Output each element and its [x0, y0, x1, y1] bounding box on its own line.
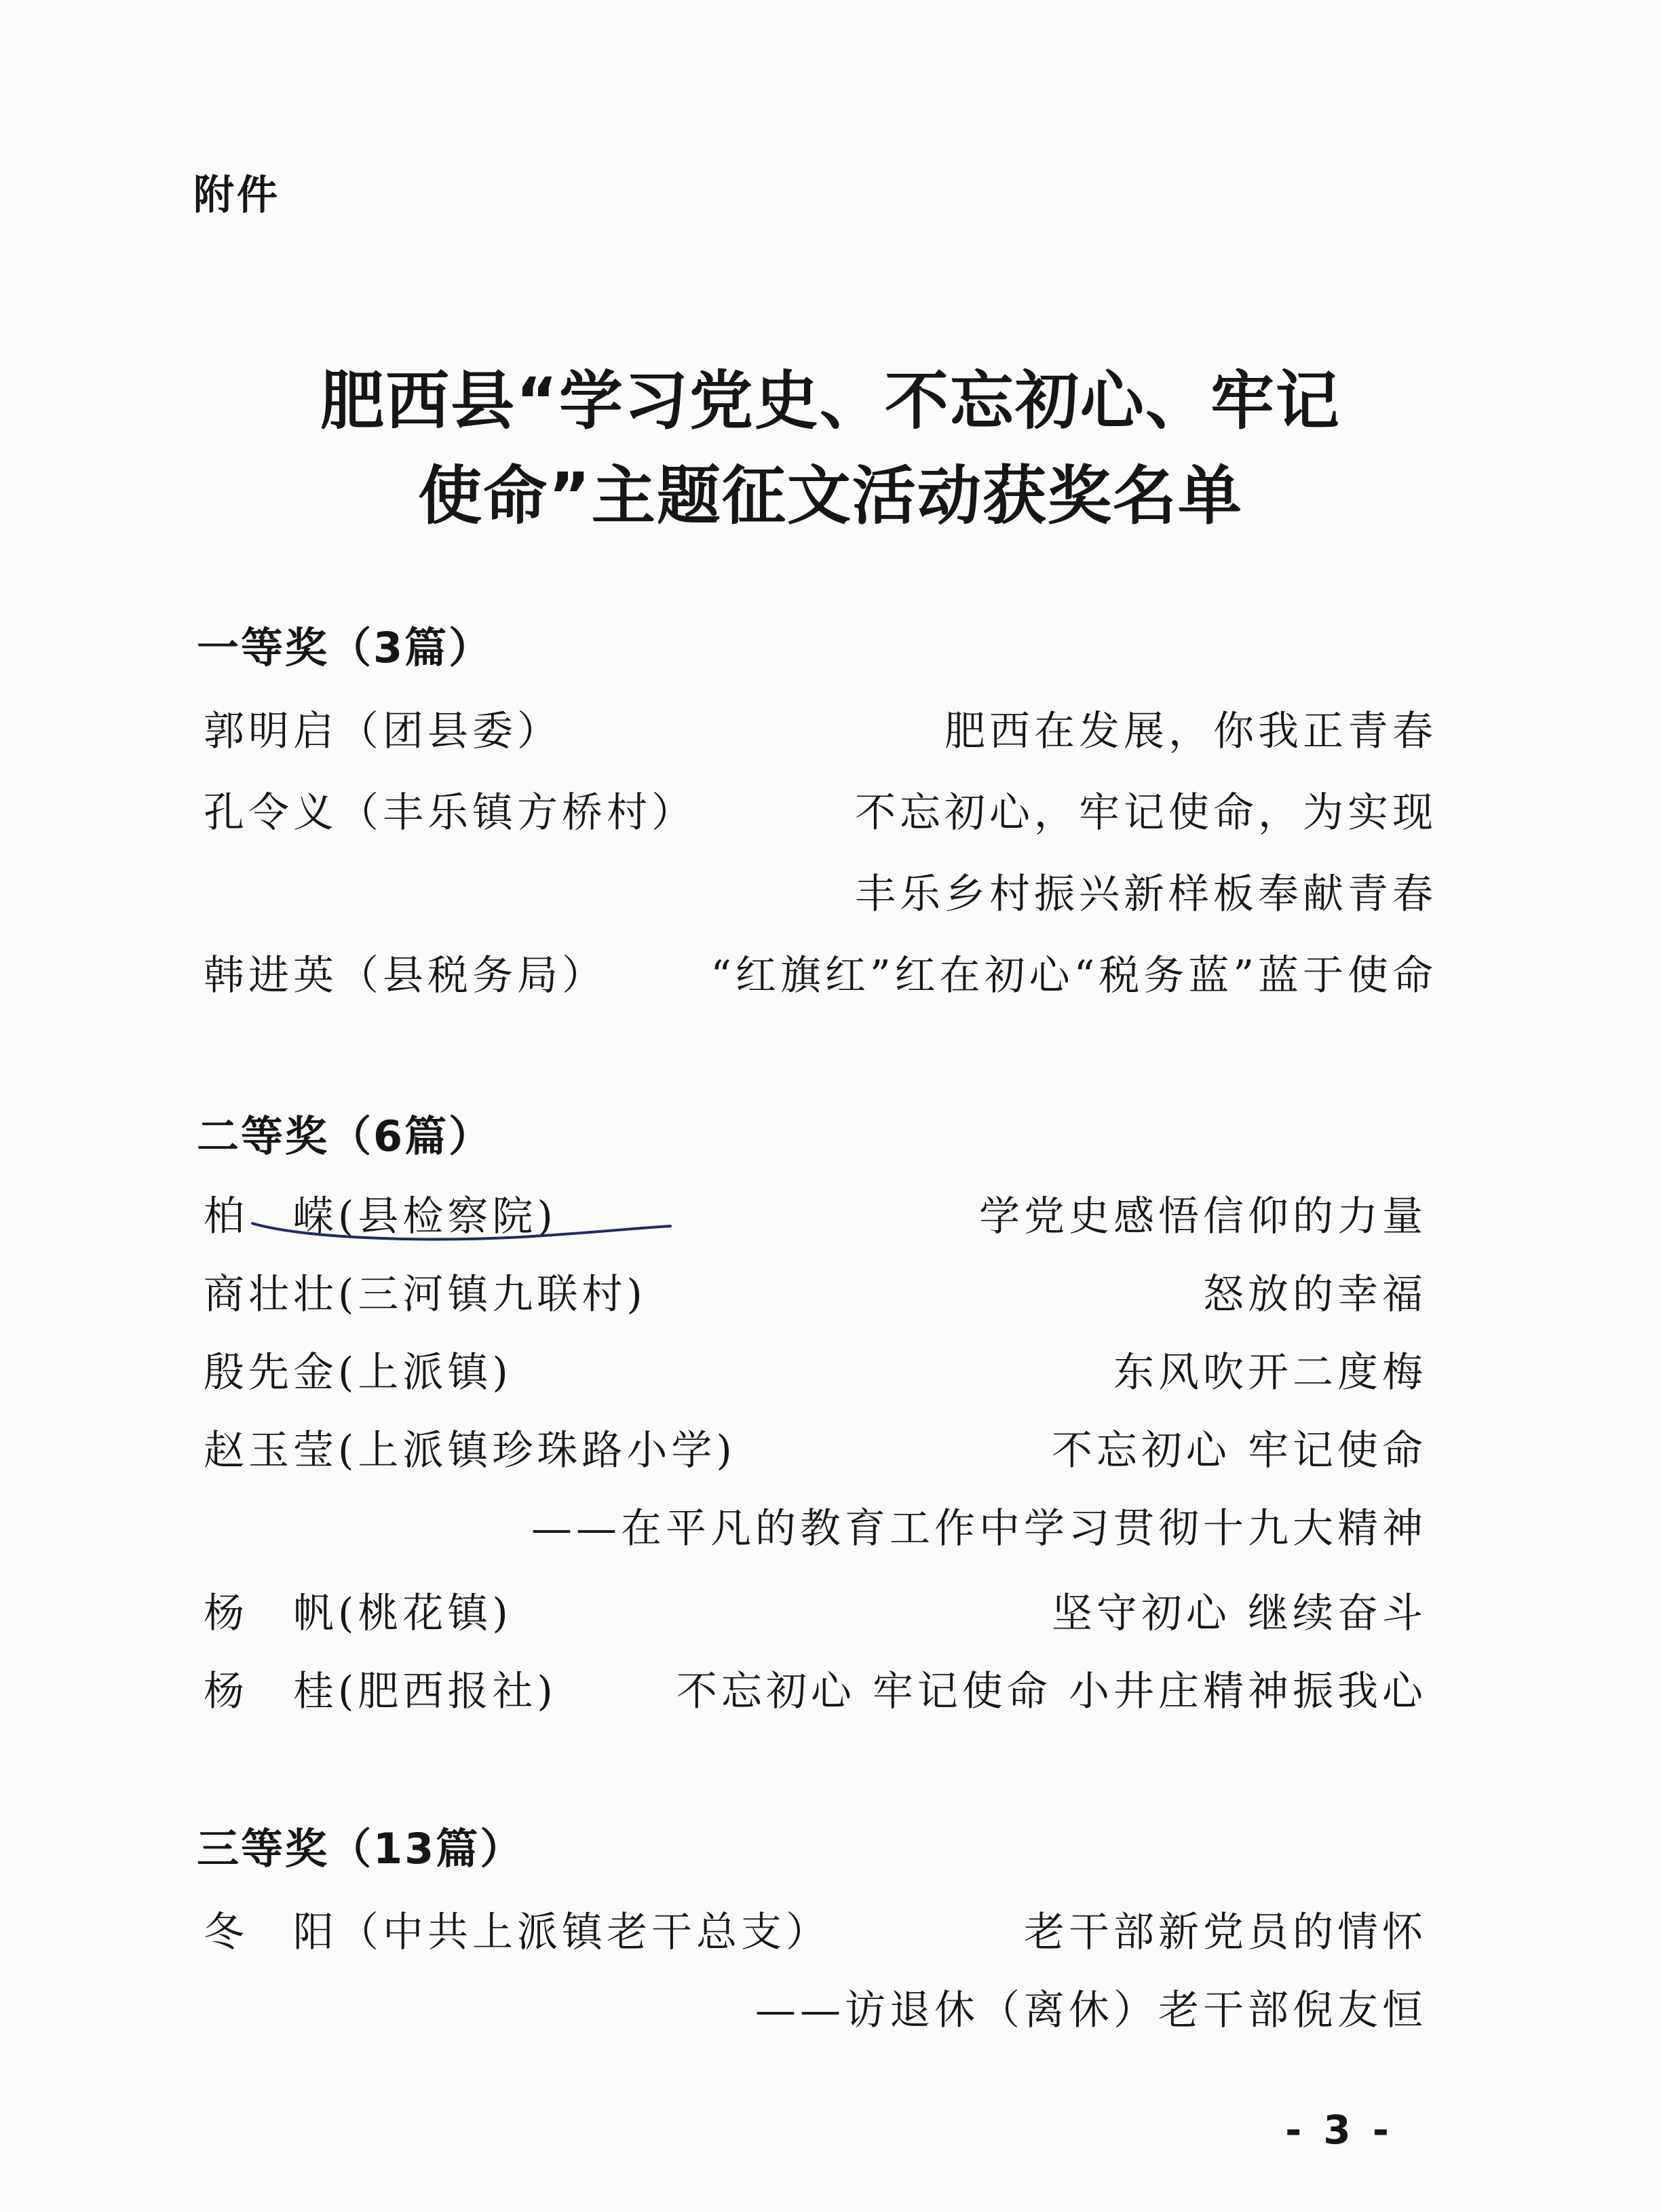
entry-author: 郭明启（团县委） — [204, 708, 562, 755]
entry-author: 冬 阳（中共上派镇老干总支） — [204, 1909, 830, 1956]
entry-title: 东风吹开二度梅 — [1113, 1349, 1427, 1396]
section-heading-first: 一等奖（3篇） — [197, 623, 493, 672]
entry-title: 坚守初心 继续奋斗 — [1051, 1590, 1427, 1637]
section-heading-third: 三等奖（13篇） — [197, 1824, 524, 1873]
title-line-1: 肥西县“学习党史、不忘初心、牢记 — [320, 364, 1341, 438]
title-line-2: 使命”主题征文活动获奖名单 — [418, 459, 1243, 533]
entry-author: 孔令义（丰乐镇方桥村） — [204, 789, 696, 837]
entry-title: 不忘初心，牢记使命，为实现 — [855, 789, 1437, 837]
entry-title: 学党史感悟信仰的力量 — [979, 1193, 1427, 1240]
attachment-label: 附件 — [193, 172, 280, 219]
entry-author: 韩进英（县税务局） — [204, 952, 607, 999]
entry-subtitle: ——访退休（离休）老干部倪友恒 — [755, 1987, 1427, 2034]
entry-author: 杨 帆(桃花镇) — [204, 1590, 512, 1637]
entry-author: 柏 嵘(县检察院) — [204, 1193, 557, 1240]
entry-author: 赵玉莹(上派镇珍珠路小学) — [204, 1427, 736, 1474]
entry-title: 怒放的幸福 — [1203, 1271, 1427, 1318]
entry-subtitle: ——在平凡的教育工作中学习贯彻十九大精神 — [531, 1505, 1427, 1552]
entry-title: 老干部新党员的情怀 — [1024, 1909, 1427, 1956]
entry-title: 肥西在发展，你我正青春 — [944, 708, 1437, 755]
entry-title: 不忘初心 牢记使命 小井庄精神振我心 — [676, 1668, 1427, 1715]
entry-author: 殷先金(上派镇) — [204, 1349, 512, 1396]
entry-title: “红旗红”红在初心“税务蓝”蓝于使命 — [710, 952, 1437, 999]
handwritten-underline — [251, 1218, 672, 1245]
page-number: - 3 - — [1285, 2107, 1393, 2153]
section-heading-second: 二等奖（6篇） — [197, 1111, 493, 1161]
entry-title: 不忘初心 牢记使命 — [1051, 1427, 1427, 1474]
entry-author: 商壮壮(三河镇九联村) — [204, 1271, 647, 1318]
entry-title-continuation: 丰乐乡村振兴新样板奉献青春 — [855, 871, 1437, 918]
entry-author: 杨 桂(肥西报社) — [204, 1668, 557, 1715]
